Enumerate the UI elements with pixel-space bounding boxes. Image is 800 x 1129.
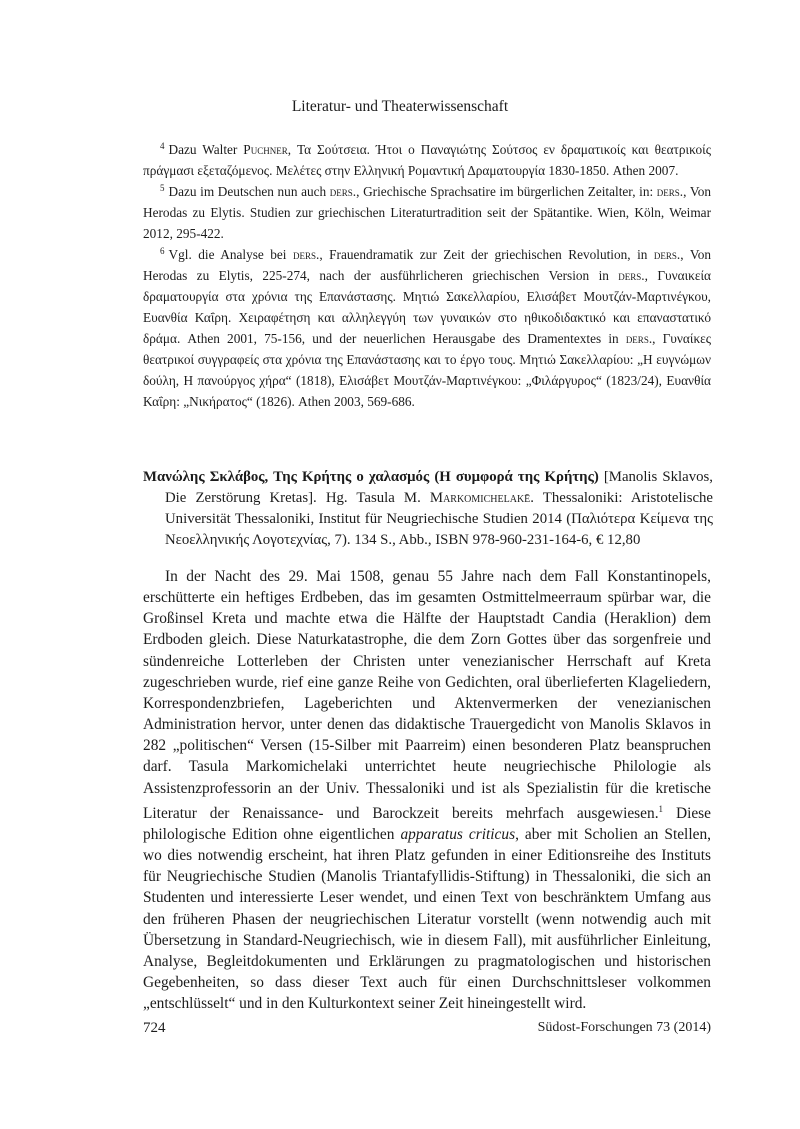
- footnote-text: , Γυναικεία δραματουργία στα χρόνια της Επανάστασης. Μητιώ Σακελλαρίου, Ελισάβετ Μουτζάν-Μαρτινέγκου, Ευανθία Καΐρη. Χειραφέτηση και αλληλεγγύη των γυναικών στο ηθικοδιδακτικό και επαναστατικό δράμα. Athen 2001, 75-156, und der neuerlichen Herausgabe des Dramentextes in: [143, 268, 711, 346]
- biblio-text: . Thessaloniki: Aristotelische Universität Thessaloniki, Institut für Neugriechische Studien 2014 (Παλιότερα Κείμενα της Νεοελληνικής Λογοτεχνίας, 7). 134 S., Abb., ISBN 978-960-231-164-6, € 12,80: [165, 490, 714, 548]
- editor-name: Markomichelakē: [429, 490, 531, 506]
- footnote-text: , Γυναίκες θεατρικοί συγγραφείς στα χρόνια της Επανάστασης και το έργο τους. Μητιώ Σακελλαρίου: „Η ευγνώμων δούλη, Η πανούργος χήρα“ (1818), Ελισάβετ Μουτζάν-Μαρτινέγκου: „Φιλάργυρος“ (1823/24), Ευανθία Καΐρη: „Νικήρατος“ (1826). Athen 2003, 569-686.: [143, 331, 711, 409]
- footnote-text: , Von Herodas zu Elytis, 225-274, nach der ausführlicheren griechischen Version in: [143, 247, 712, 283]
- review-body: [143, 566, 711, 1014]
- footnote-ref: 1: [658, 803, 664, 814]
- footnote-text: , Griechische Sprachsatire im bürgerlichen Zeitalter, in:: [356, 184, 654, 199]
- review-title-greek: Μανώλης Σκλάβος, Της Κρήτης ο χαλασμός (Η συμφορά της Κρήτης): [143, 469, 599, 485]
- footnote-text: , Von Herodas zu Elytis. Studien zur griechischen Literaturtradition seit der Spätantike. Wien, Köln, Weimar 2012, 295-422.: [143, 184, 711, 241]
- biblio-text: [Manolis Sklavos, Die Zerstörung Kretas]. Hg. Tasula M.: [165, 469, 713, 506]
- footnote-text: Dazu Walter: [168, 142, 238, 157]
- body-text: In der Nacht des 29. Mai 1508, genau 55 Jahre nach dem Fall Konstantinopels, erschütterte ein heftiges Erdbeben, das im gesamten Ostmittelmeerraum spürbar war, die Großinsel Kreta und machte etwa die Hälfte der Hauptstadt Candia (Heraklion) dem Erdboden gleich. Diese Naturkatastrophe, die dem Zorn Gottes über das sorgenfreie und sündenreiche Lotterleben der Christen unter venezianischer Herrschaft auf Kreta zugeschrieben wurde, rief eine ganze Reihe von Gedichten, oral überlieferten Klageliedern, Korrespondenzbriefen, Lageberichten und Aktenvermerken der venezianischen Administration hervor, unter denen das didaktische Trauergedicht von Manolis Sklavos in 282 „politischen“ Versen (15-Silber mit Paarreim) einen besonderen Platz beanspruchen darf. Tasula Markomichelaki unterrichtet heute neugriechische Philologie als Assistenzprofessorin an der Univ. Thessaloniki und ist als Spezialistin für die kretische Literatur der Renaissance- und Barockzeit bereits mehrfach ausgewiesen.: [143, 568, 711, 822]
- footnote-4: [143, 136, 711, 181]
- footnote-text: Vgl. die Analyse bei: [168, 247, 287, 262]
- ders-ref: ders.: [618, 268, 645, 283]
- page-number: 724: [143, 1020, 166, 1036]
- review-bibliography: [143, 467, 713, 551]
- body-text: , aber mit Scholien an Stellen, wo dies notwendig erscheint, hat ihren Platz gefunden in einer Editionsreihe des Instituts für Neugriechische Studien (Manolis Triantafyllidis-Stiftung) in Thessaloniki, die sich an Studenten und interessierte Leser wendet, und einen Text von beschränktem Umfang aus den früheren Phasen der neugriechischen Literatur vorstellt (wenn notwendig auch mit Übersetzung in Standard-Neugriechisch, wie in diesem Fall), mit ausführlicher Einleitung, Analyse, Begleitdokumenten und Erklärungen zu pragmatologischen und historischen Gegebenheiten, so dass dieser Text auch für einen Durchschnittsleser volkommen „entschlüsselt“ und in den Kulturkontext seiner Zeit hineingestellt wird.: [143, 825, 711, 1013]
- ders-ref: ders.: [625, 331, 653, 346]
- footnote-number: 6: [160, 246, 165, 256]
- ders-ref: ders.: [653, 247, 681, 262]
- italic-term: apparatus criticus: [400, 825, 516, 843]
- footnote-text: , Τα Σούτσεια. Ήτοι ο Παναγιώτης Σούτσος εν δραματικοίς και θεατρικοίς πράγμασι εξεταζόμενος. Μελέτες στην Ελληνική Ρομαντική Δραματουργία 1830-1850. Athen 2007.: [143, 142, 712, 178]
- footnote-text: Dazu im Deutschen nun auch: [168, 184, 327, 199]
- ders-ref: ders.: [329, 184, 357, 199]
- footnote-text: , Frauendramatik zur Zeit der griechischen Revolution, in: [319, 247, 648, 262]
- footnote-5: [143, 178, 711, 244]
- author-name: Puchner: [243, 142, 288, 157]
- footnote-6: [143, 241, 711, 412]
- body-text: Diese philologische Edition ohne eigentlichen: [143, 804, 711, 843]
- ders-ref: ders.: [292, 247, 320, 262]
- running-header: Literatur- und Theaterwissenschaft: [291, 98, 509, 115]
- footnote-number: 4: [160, 141, 165, 151]
- ders-ref: ders.: [656, 184, 684, 199]
- footnote-number: 5: [160, 183, 165, 193]
- journal-citation: Südost-Forschungen 73 (2014): [537, 1020, 711, 1035]
